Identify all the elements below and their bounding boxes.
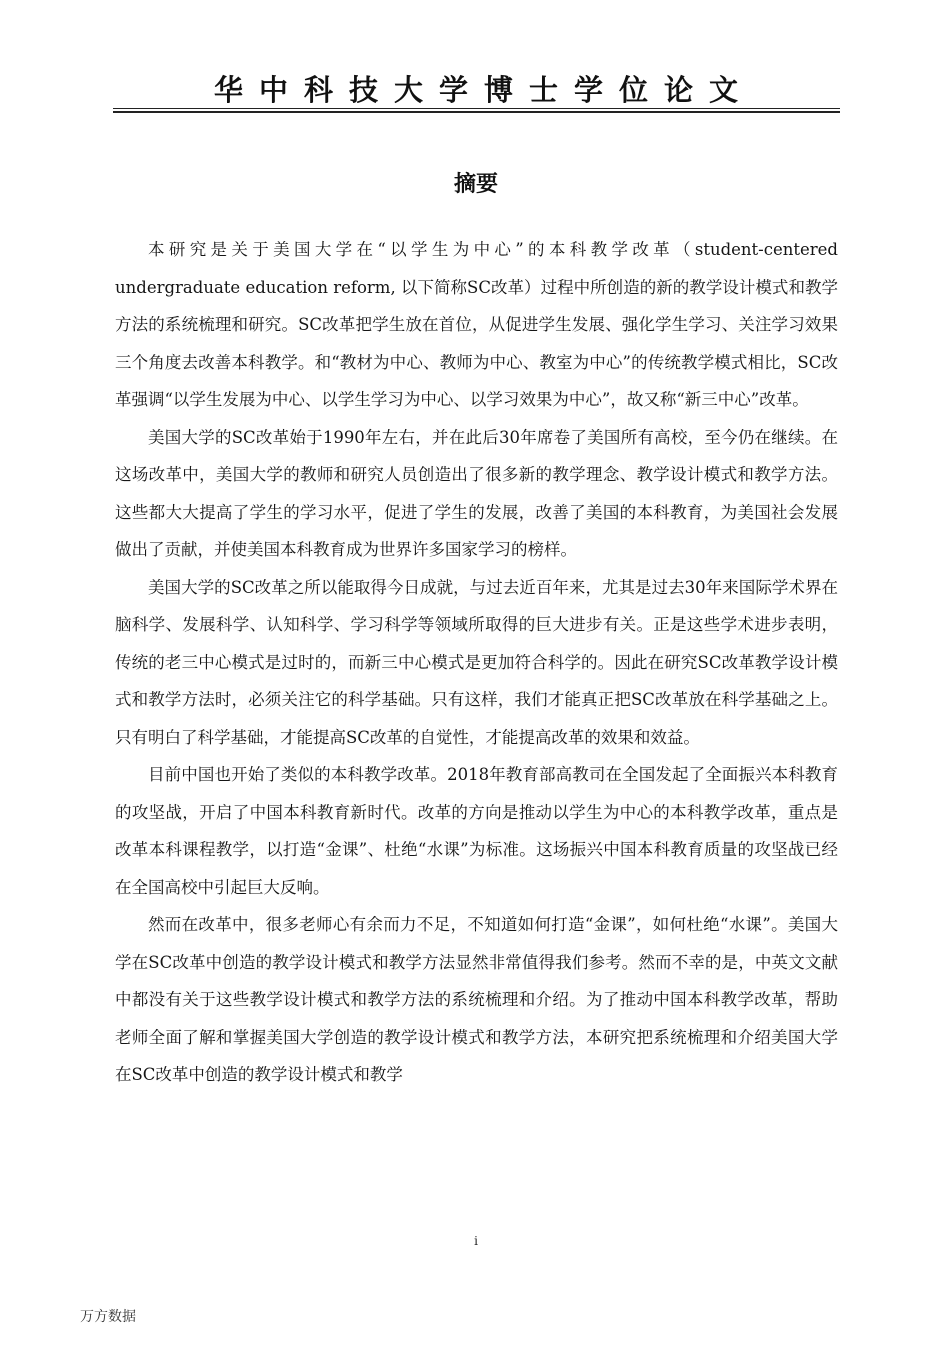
page-number: i xyxy=(474,1234,478,1248)
abstract-paragraph-3: 美国大学的SC改革之所以能取得今日成就，与过去近百年来，尤其是过去30年来国际学术界在脑科学、发展科学、认知科学、学习科学等领域所取得的巨大进步有关。正是这些学术进步表明，传统的老三中心模式是过时的，而新三中心模式是更加符合科学的。因此在研究SC改革教学设计模式和教学方法时，必须关注它的科学基础。只有这样，我们才能真正把SC改革放在科学基础之上。只有明白了科学基础，才能提高SC改革的自觉性，才能提高改革的效果和效益。 xyxy=(115,577,838,747)
abstract-paragraph-4: 目前中国也开始了类似的本科教学改革。2018年教育部高教司在全国发起了全面振兴本科教育的攻坚战，开启了中国本科教育新时代。改革的方向是推动以学生为中心的本科教学改革，重点是改革本科课程教学，以打造“金课”、杜绝“水课”为标准。这场振兴中国本科教育质量的攻坚战已经在全国高校中引起巨大反响。 xyxy=(115,765,838,897)
header-rule-thick xyxy=(113,111,840,113)
abstract-body xyxy=(115,231,838,1094)
source-watermark: 万方数据 xyxy=(80,1309,136,1325)
abstract-paragraph-5: 然而在改革中，很多老师心有余而力不足，不知道如何打造“金课”，如何杜绝“水课”。美国大学在SC改革中创造的教学设计模式和教学方法显然非常值得我们参考。然而不幸的是，中英文文献中都没有关于这些教学设计模式和教学方法的系统梳理和介绍。为了推动中国本科教学改革，帮助老师全面了解和掌握美国大学创造的教学设计模式和教学方法，本研究把系统梳理和介绍美国大学在SC改革中创造的教学设计模式和教学 xyxy=(115,915,838,1084)
thesis-header-title: 华中科技大学博士学位论文 xyxy=(213,73,754,107)
abstract-paragraph-1: 本研究是关于美国大学在“以学生为中心”的本科教学改革（student-centered undergraduate education reform, 以下简称SC改革）过程中所创造的新的教学设计模式和教学方法的系统梳理和研究。SC改革把学生放在首位，从促进学生发展、强化学生学习、关注学习效果三个角度去改善本科教学。和“教材为中心、教师为中心、教室为中心”的传统教学模式相比，SC改革强调“以学生发展为中心、以学生学习为中心、以学习效果为中心”，故又称“新三中心”改革。 xyxy=(115,240,838,409)
abstract-heading: 摘要 xyxy=(453,171,498,197)
header-rule-thin xyxy=(113,108,840,109)
abstract-paragraph-2: 美国大学的SC改革始于1990年左右，并在此后30年席卷了美国所有高校，至今仍在继续。在这场改革中，美国大学的教师和研究人员创造出了很多新的教学理念、教学设计模式和教学方法。这些都大大提高了学生的学习水平，促进了学生的发展，改善了美国的本科教育，为美国社会发展做出了贡献，并使美国本科教育成为世界许多国家学习的榜样。 xyxy=(115,427,838,559)
